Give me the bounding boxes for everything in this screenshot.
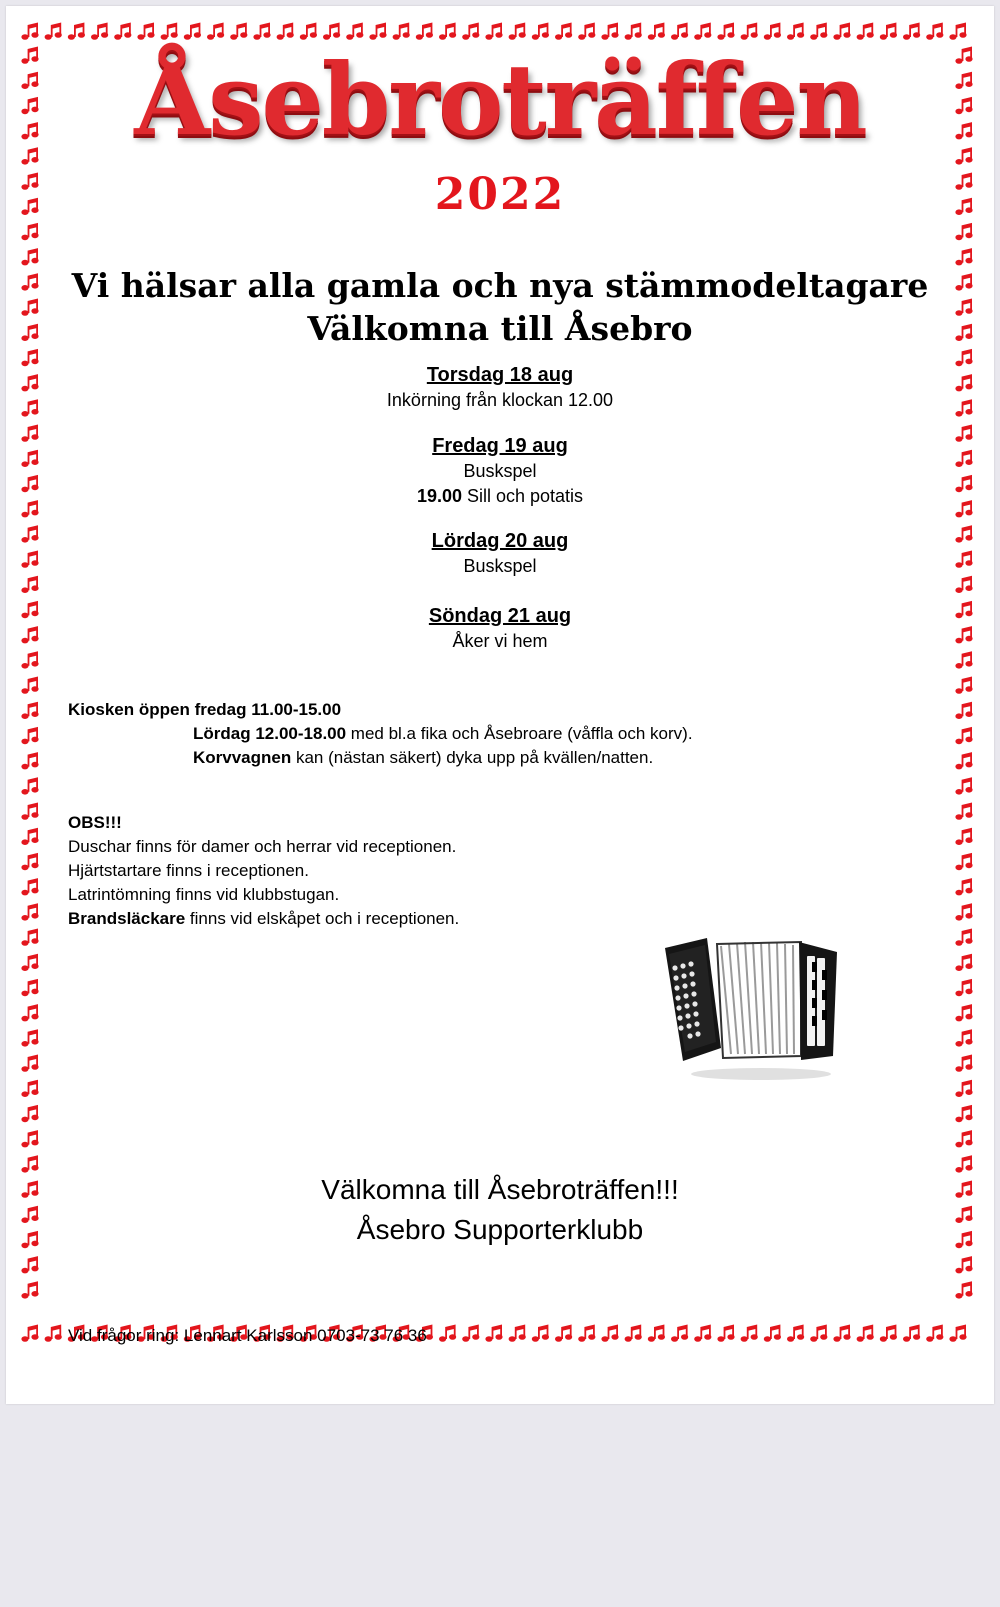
schedule-day	[6, 603, 994, 654]
obs-line: Duschar finns för damer och herrar vid receptionen.	[68, 837, 457, 856]
day-title: Söndag 21 aug	[428, 605, 572, 627]
greeting-line-1: Vi hälsar alla gamla och nya stämmodeltagare	[71, 266, 929, 305]
day-title: Lördag 20 aug	[431, 530, 569, 552]
schedule-day	[6, 528, 994, 579]
obs-line: Hjärtstartare finns i receptionen.	[68, 861, 309, 880]
greeting-line-2: Välkomna till Åsebro	[307, 309, 693, 348]
poster-year: 2022	[434, 169, 566, 220]
day-line: Inkörning från klockan 12.00	[386, 390, 614, 410]
kiosk-info	[68, 698, 693, 770]
poster-title: Åsebroträffen	[134, 43, 866, 158]
poster-content	[6, 6, 994, 1404]
obs-heading: OBS!!!	[68, 813, 122, 832]
obs-info	[68, 811, 459, 931]
obs-line: Latrintömning finns vid klubbstugan.	[68, 885, 340, 904]
day-title: Fredag 19 aug	[432, 435, 568, 457]
kiosk-line-2: Lördag 12.00-18.00 med bl.a fika och Åsebroare (våffla och korv).	[193, 724, 693, 743]
day-title: Torsdag 18 aug	[426, 364, 574, 386]
day-line: 19.00 Sill och potatis	[416, 486, 584, 506]
greeting	[6, 264, 994, 350]
welcome-line-2: Åsebro Supporterklubb	[356, 1214, 644, 1245]
welcome-message	[6, 1170, 994, 1250]
welcome-line-1: Välkomna till Åsebroträffen!!!	[321, 1174, 679, 1205]
day-line: Åker vi hem	[452, 631, 548, 651]
accordion-icon	[661, 936, 841, 1086]
schedule-day	[6, 362, 994, 413]
poster-page	[6, 6, 994, 1404]
day-line: Buskspel	[463, 461, 537, 481]
kiosk-line-1: Kiosken öppen fredag 11.00-15.00	[68, 700, 342, 719]
day-line: Buskspel	[463, 556, 537, 576]
contact-line: Vid frågor ring: Lennart Karlsson 0703-73 76 36	[68, 1326, 427, 1345]
schedule-day	[6, 433, 994, 509]
kiosk-line-3: Korvvagnen kan (nästan säkert) dyka upp på kvällen/natten.	[193, 748, 654, 767]
obs-line: Brandsläckare finns vid elskåpet och i receptionen.	[68, 909, 460, 928]
